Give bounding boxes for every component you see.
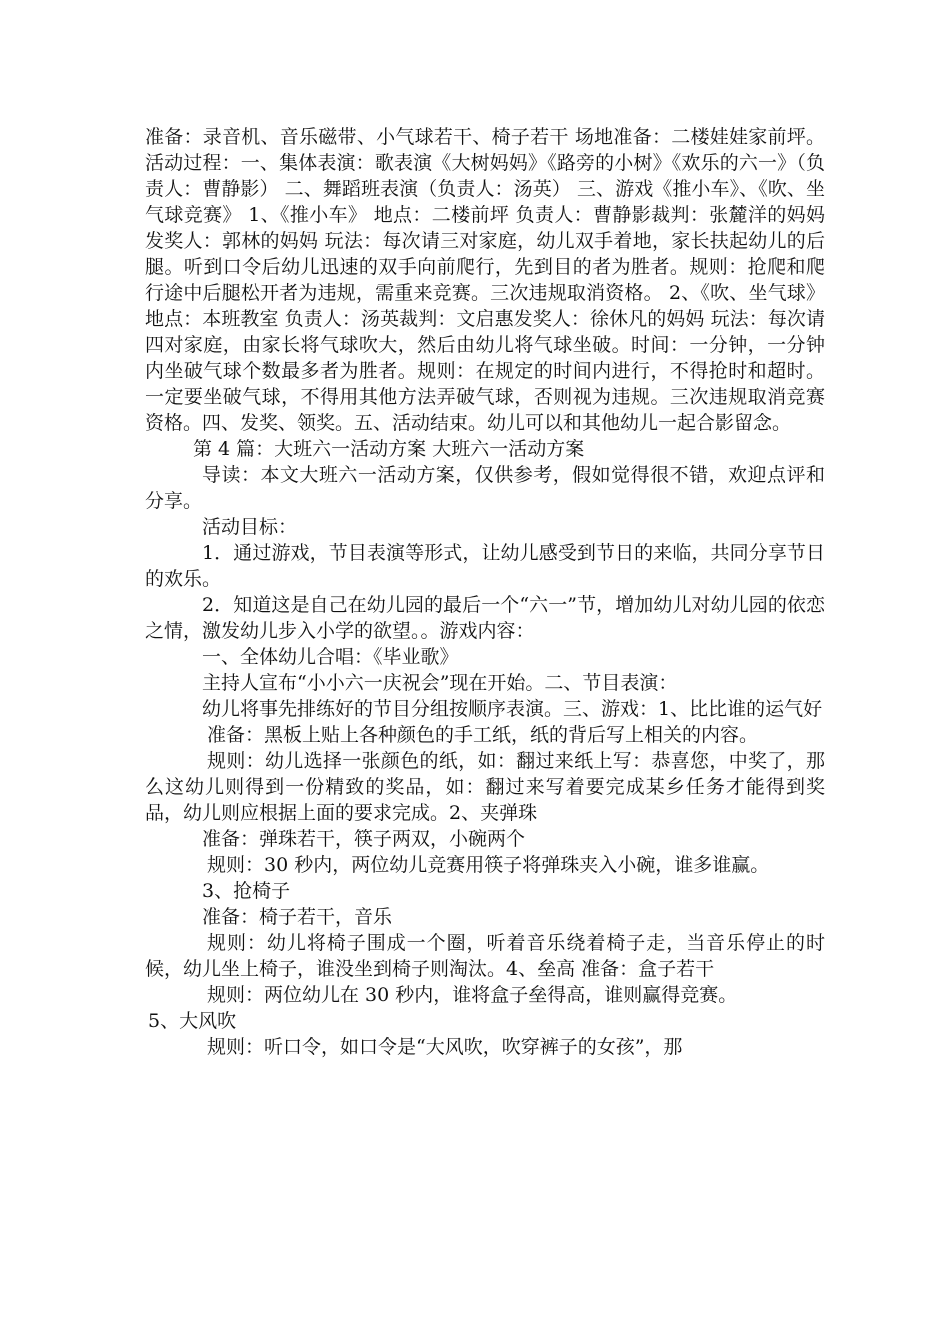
paragraph-section-title: 第 4 篇：大班六一活动方案 大班六一活动方案 bbox=[193, 438, 585, 460]
paragraph-intro: 导读：本文大班六一活动方案，仅供参考，假如觉得很不错，欢迎点评和分享。 bbox=[145, 464, 825, 512]
paragraph-goal-1: 1．通过游戏，节目表演等形式，让幼儿感受到节日的来临，共同分享节日的欢乐。 bbox=[145, 542, 825, 590]
paragraph-chorus: 一、全体幼儿合唱：《毕业歌》 bbox=[202, 646, 459, 668]
paragraph-chairs-title: 3、抢椅子 bbox=[202, 880, 291, 902]
paragraph-performances: 幼儿将事先排练好的节目分组按顺序表演。三、游戏：1、比比谁的运气好 bbox=[202, 698, 823, 720]
paragraph-marbles-rules: 规则：30 秒内，两位幼儿竞赛用筷子将弹珠夹入小碗，谁多谁赢。 bbox=[207, 854, 770, 876]
document-body bbox=[145, 124, 825, 1060]
paragraph-chairs-prep: 准备：椅子若干，音乐 bbox=[202, 906, 393, 928]
paragraph-luck-rules: 规则：幼儿选择一张颜色的纸，如：翻过来纸上写：恭喜您，中奖了，那么这幼儿则得到一份精致的奖品，如：翻过来写着要完成某乡任务才能得到奖品，幼儿则应根据上面的要求完成。2、夹弹珠 bbox=[145, 750, 825, 824]
paragraph-luck-prep: 准备：黑板上贴上各种颜色的手工纸，纸的背后写上相关的内容。 bbox=[207, 724, 759, 746]
paragraph-activity-process: 准备：录音机、音乐磁带、小气球若干、椅子若干 场地准备：二楼娃娃家前坪。活动过程：一、集体表演：歌表演《大树妈妈》《路旁的小树》《欢乐的六一》（负责人：曹静影） 二、舞蹈班表演（负责人：汤英） 三、游戏《推小车》、《吹、坐气球竞赛》 1、《推小车》 地点：二楼前坪 负责人：曹静影裁判：张麓洋的妈妈发奖人：郭林的妈妈 玩法：每次请三对家庭，幼儿双手着地，家长扶起幼儿的后腿。听到口令后幼儿迅速的双手向前爬行，先到目的者为胜者。规则：抢爬和爬行途中后腿松开者为违规，需重来竞赛。三次违规取消资格。 2、《吹、坐气球》 地点：本班教室 负责人：汤英裁判：文启惠发奖人：徐休凡的妈妈 玩法：每次请四对家庭，由家长将气球吹大，然后由幼儿将气球坐破。时间：一分钟，一分钟内坐破气球个数最多者为胜者。规则：在规定的时间内进行，不得抢时和超时。一定要坐破气球，不得用其他方法弄破气球，否则视为违规。三次违规取消竞赛资格。四、发奖、领奖。五、活动结束。幼儿可以和其他幼儿一起合影留念。 bbox=[145, 126, 825, 434]
paragraph-goal-2: 2．知道这是自己在幼儿园的最后一个“六一”节，增加幼儿对幼儿园的依恋之情，激发幼儿步入小学的欲望。。游戏内容： bbox=[145, 594, 825, 642]
paragraph-stacking-rules: 规则：两位幼儿在 30 秒内，谁将盒子垒得高，谁则赢得竞赛。 bbox=[207, 984, 738, 1006]
paragraph-goals-heading: 活动目标： bbox=[202, 516, 298, 538]
paragraph-wind-rules: 规则：听口令，如口令是“大风吹，吹穿裤子的女孩”，那 bbox=[207, 1036, 683, 1058]
paragraph-wind-title: 5、大风吹 bbox=[148, 1010, 237, 1032]
paragraph-marbles-prep: 准备：弹珠若干，筷子两双，小碗两个 bbox=[202, 828, 526, 850]
paragraph-host-announce: 主持人宣布“小小六一庆祝会”现在开始。二、节目表演： bbox=[202, 672, 678, 694]
paragraph-chairs-rules: 规则：幼儿将椅子围成一个圈，听着音乐绕着椅子走，当音乐停止的时候，幼儿坐上椅子，谁没坐到椅子则淘汰。4、垒高 准备：盒子若干 bbox=[145, 932, 825, 980]
